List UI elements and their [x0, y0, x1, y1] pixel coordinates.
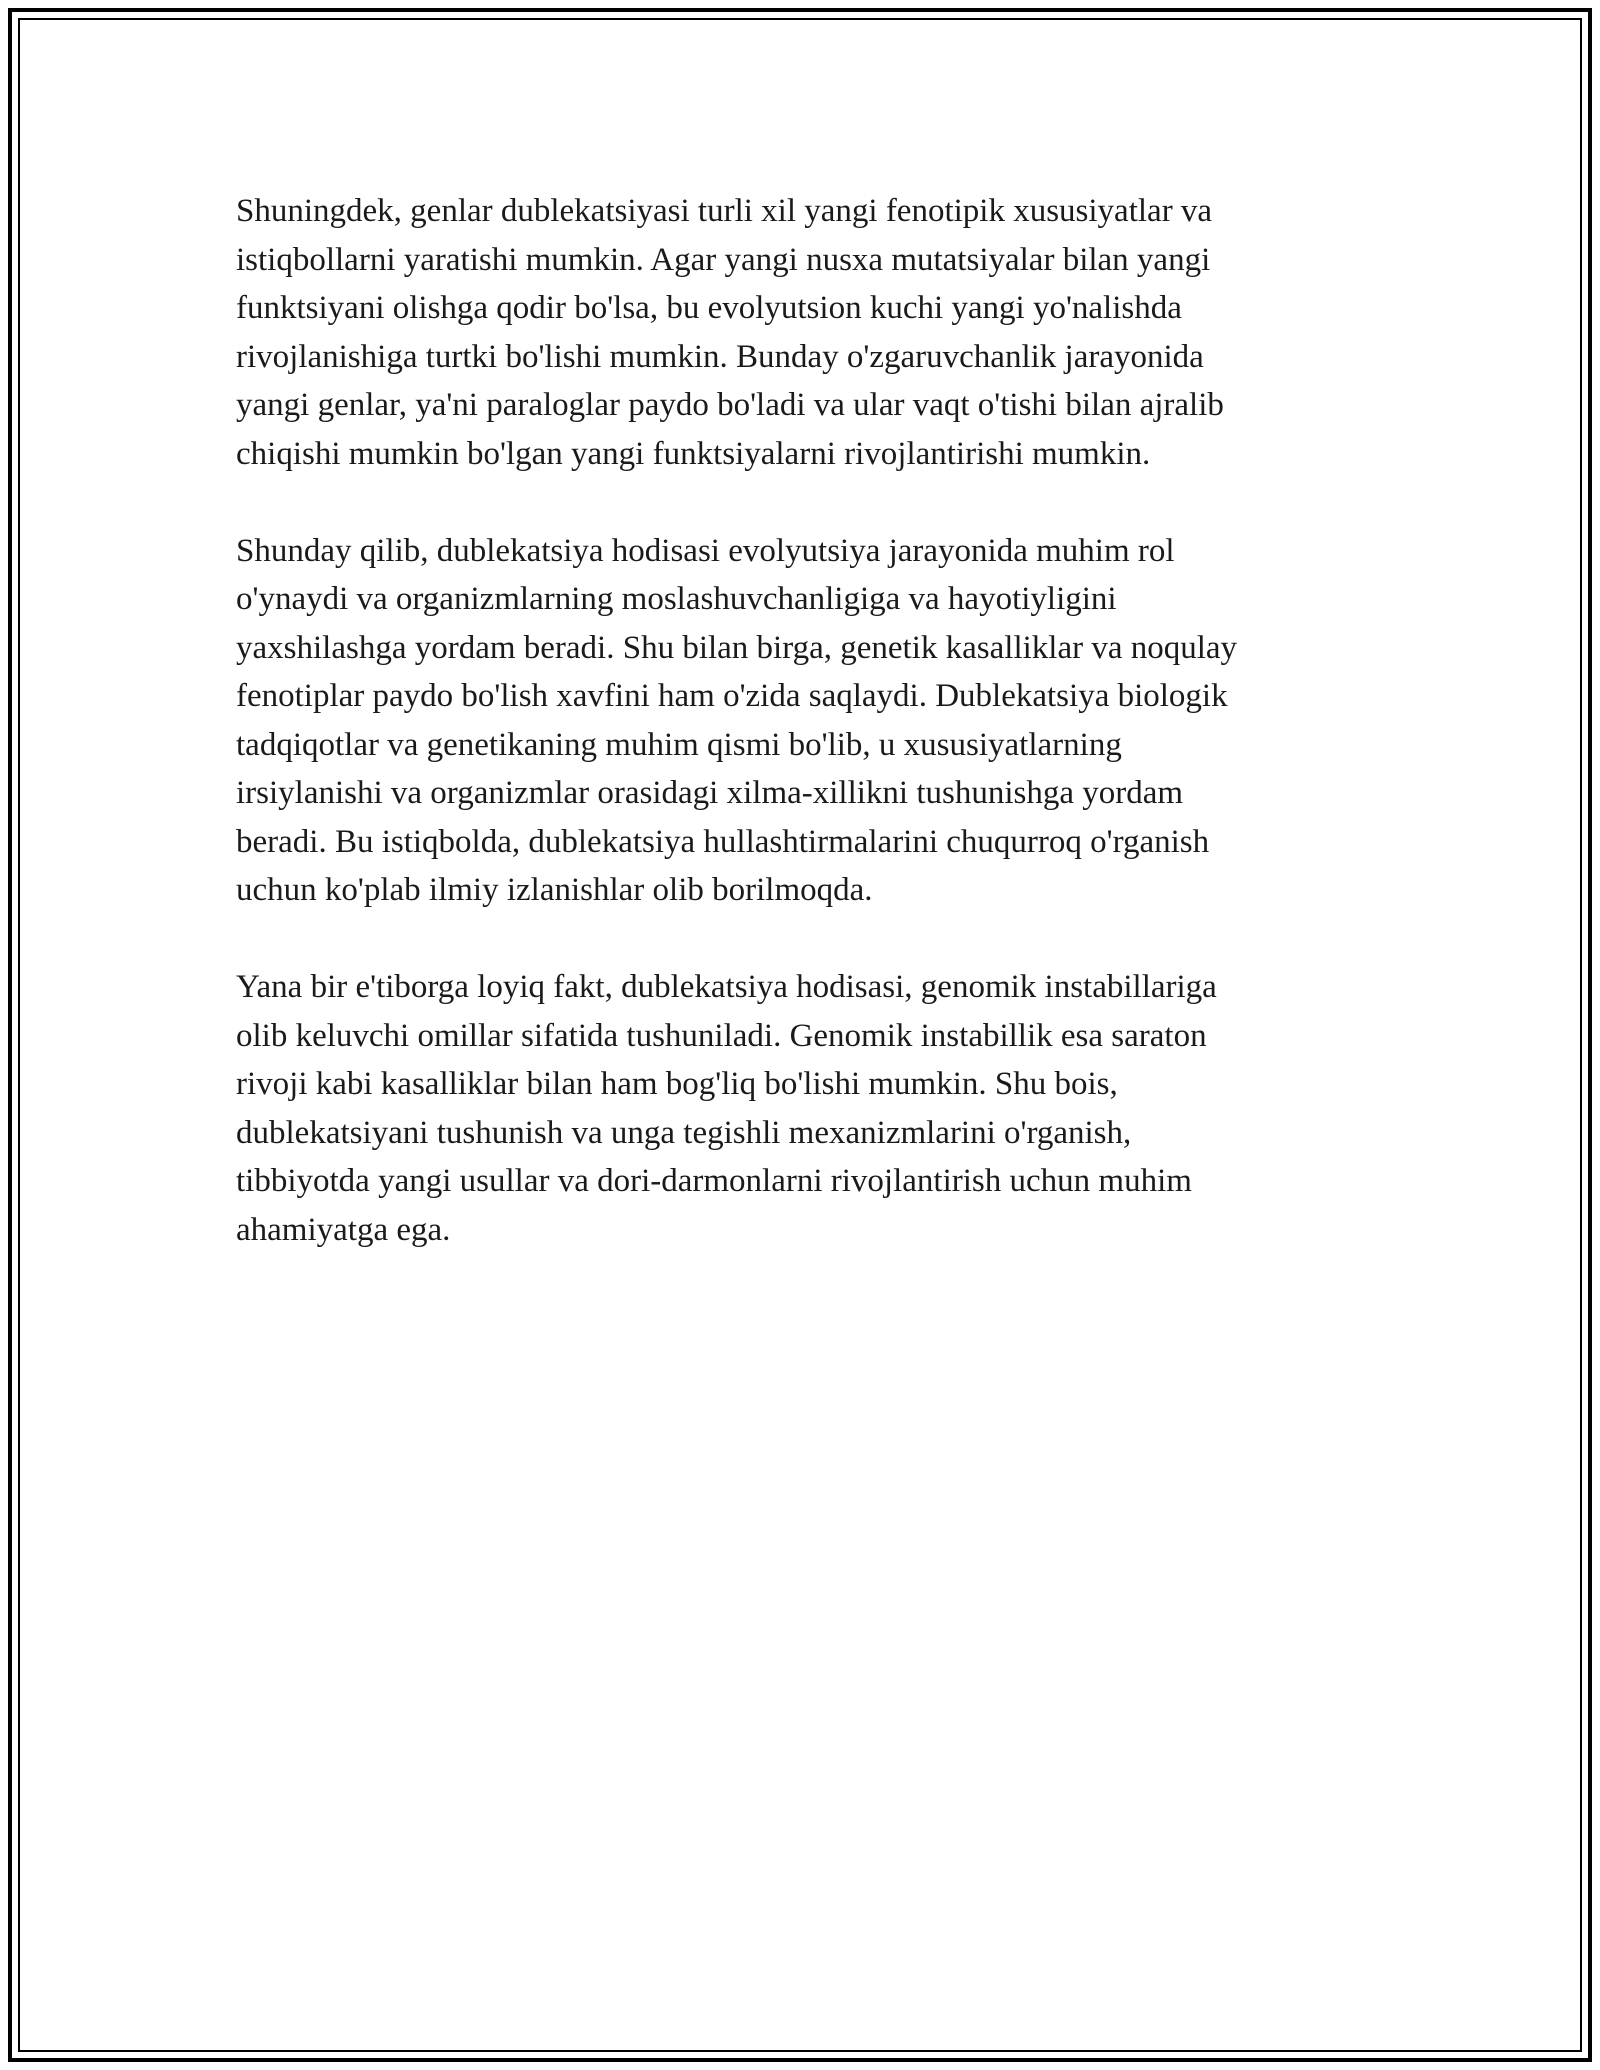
text-line: rivoji kabi kasalliklar bilan ham bog'liq bo'lishi mumkin. Shu bois, — [236, 1066, 1118, 1102]
text-line: fenotiplar paydo bo'lish xavfini ham o'zida saqlaydi. Dublekatsiya biologik — [236, 678, 1228, 714]
text-line: istiqbollarni yaratishi mumkin. Agar yangi nusxa mutatsiyalar bilan yangi — [236, 241, 1211, 278]
text-line: olib keluvchi omillar sifatida tushuniladi. Genomik instabillik esa saraton — [236, 1017, 1207, 1054]
text-line: ahamiyatga ega. — [236, 1211, 451, 1248]
text-line: funktsiyani olishga qodir bo'lsa, bu evolyutsion kuchi yangi yo'nalishda — [236, 290, 1182, 326]
text-line: rivojlanishiga turtki bo'lishi mumkin. Bunday o'zgaruvchanlik jarayonida — [236, 338, 1204, 375]
text-line: beradi. Bu istiqbolda, dublekatsiya hullashtirmalarini chuqurroq o'rganish — [236, 823, 1210, 860]
text-line: uchun ko'plab ilmiy izlanishlar olib borilmoqda. — [236, 872, 873, 908]
text-line: dublekatsiyani tushunish va unga tegishli mexanizmlarini o'rganish, — [236, 1114, 1132, 1151]
paragraph-3 — [236, 963, 1366, 1254]
document-body — [236, 187, 1366, 1303]
text-line: Shunday qilib, dublekatsiya hodisasi evolyutsiya jarayonida muhim rol — [236, 532, 1175, 569]
paragraph-2 — [236, 527, 1366, 915]
text-line: Shuningdek, genlar dublekatsiyasi turli xil yangi fenotipik xususiyatlar va — [236, 193, 1213, 229]
text-line: Yana bir e'tiborga loyiq fakt, dublekatsiya hodisasi, genomik instabillariga — [236, 969, 1217, 1005]
text-line: tibbiyotda yangi usullar va dori-darmonlarni rivojlantirish uchun muhim — [236, 1163, 1192, 1199]
text-line: chiqishi mumkin bo'lgan yangi funktsiyalarni rivojlantirishi mumkin. — [236, 435, 1151, 472]
text-line: yangi genlar, ya'ni paraloglar paydo bo'ladi va ular vaqt o'tishi bilan ajralib — [236, 387, 1224, 423]
paragraph-1 — [236, 187, 1366, 478]
text-line: tadqiqotlar va genetikaning muhim qismi bo'lib, u xususiyatlarning — [236, 726, 1122, 763]
text-line: o'ynaydi va organizmlarning moslashuvchanligiga va hayotiyligini — [236, 581, 1117, 617]
text-line: irsiylanishi va organizmlar orasidagi xilma-xillikni tushunishga yordam — [236, 775, 1184, 811]
text-line: yaxshilashga yordam beradi. Shu bilan birga, genetik kasalliklar va noqulay — [236, 629, 1238, 666]
